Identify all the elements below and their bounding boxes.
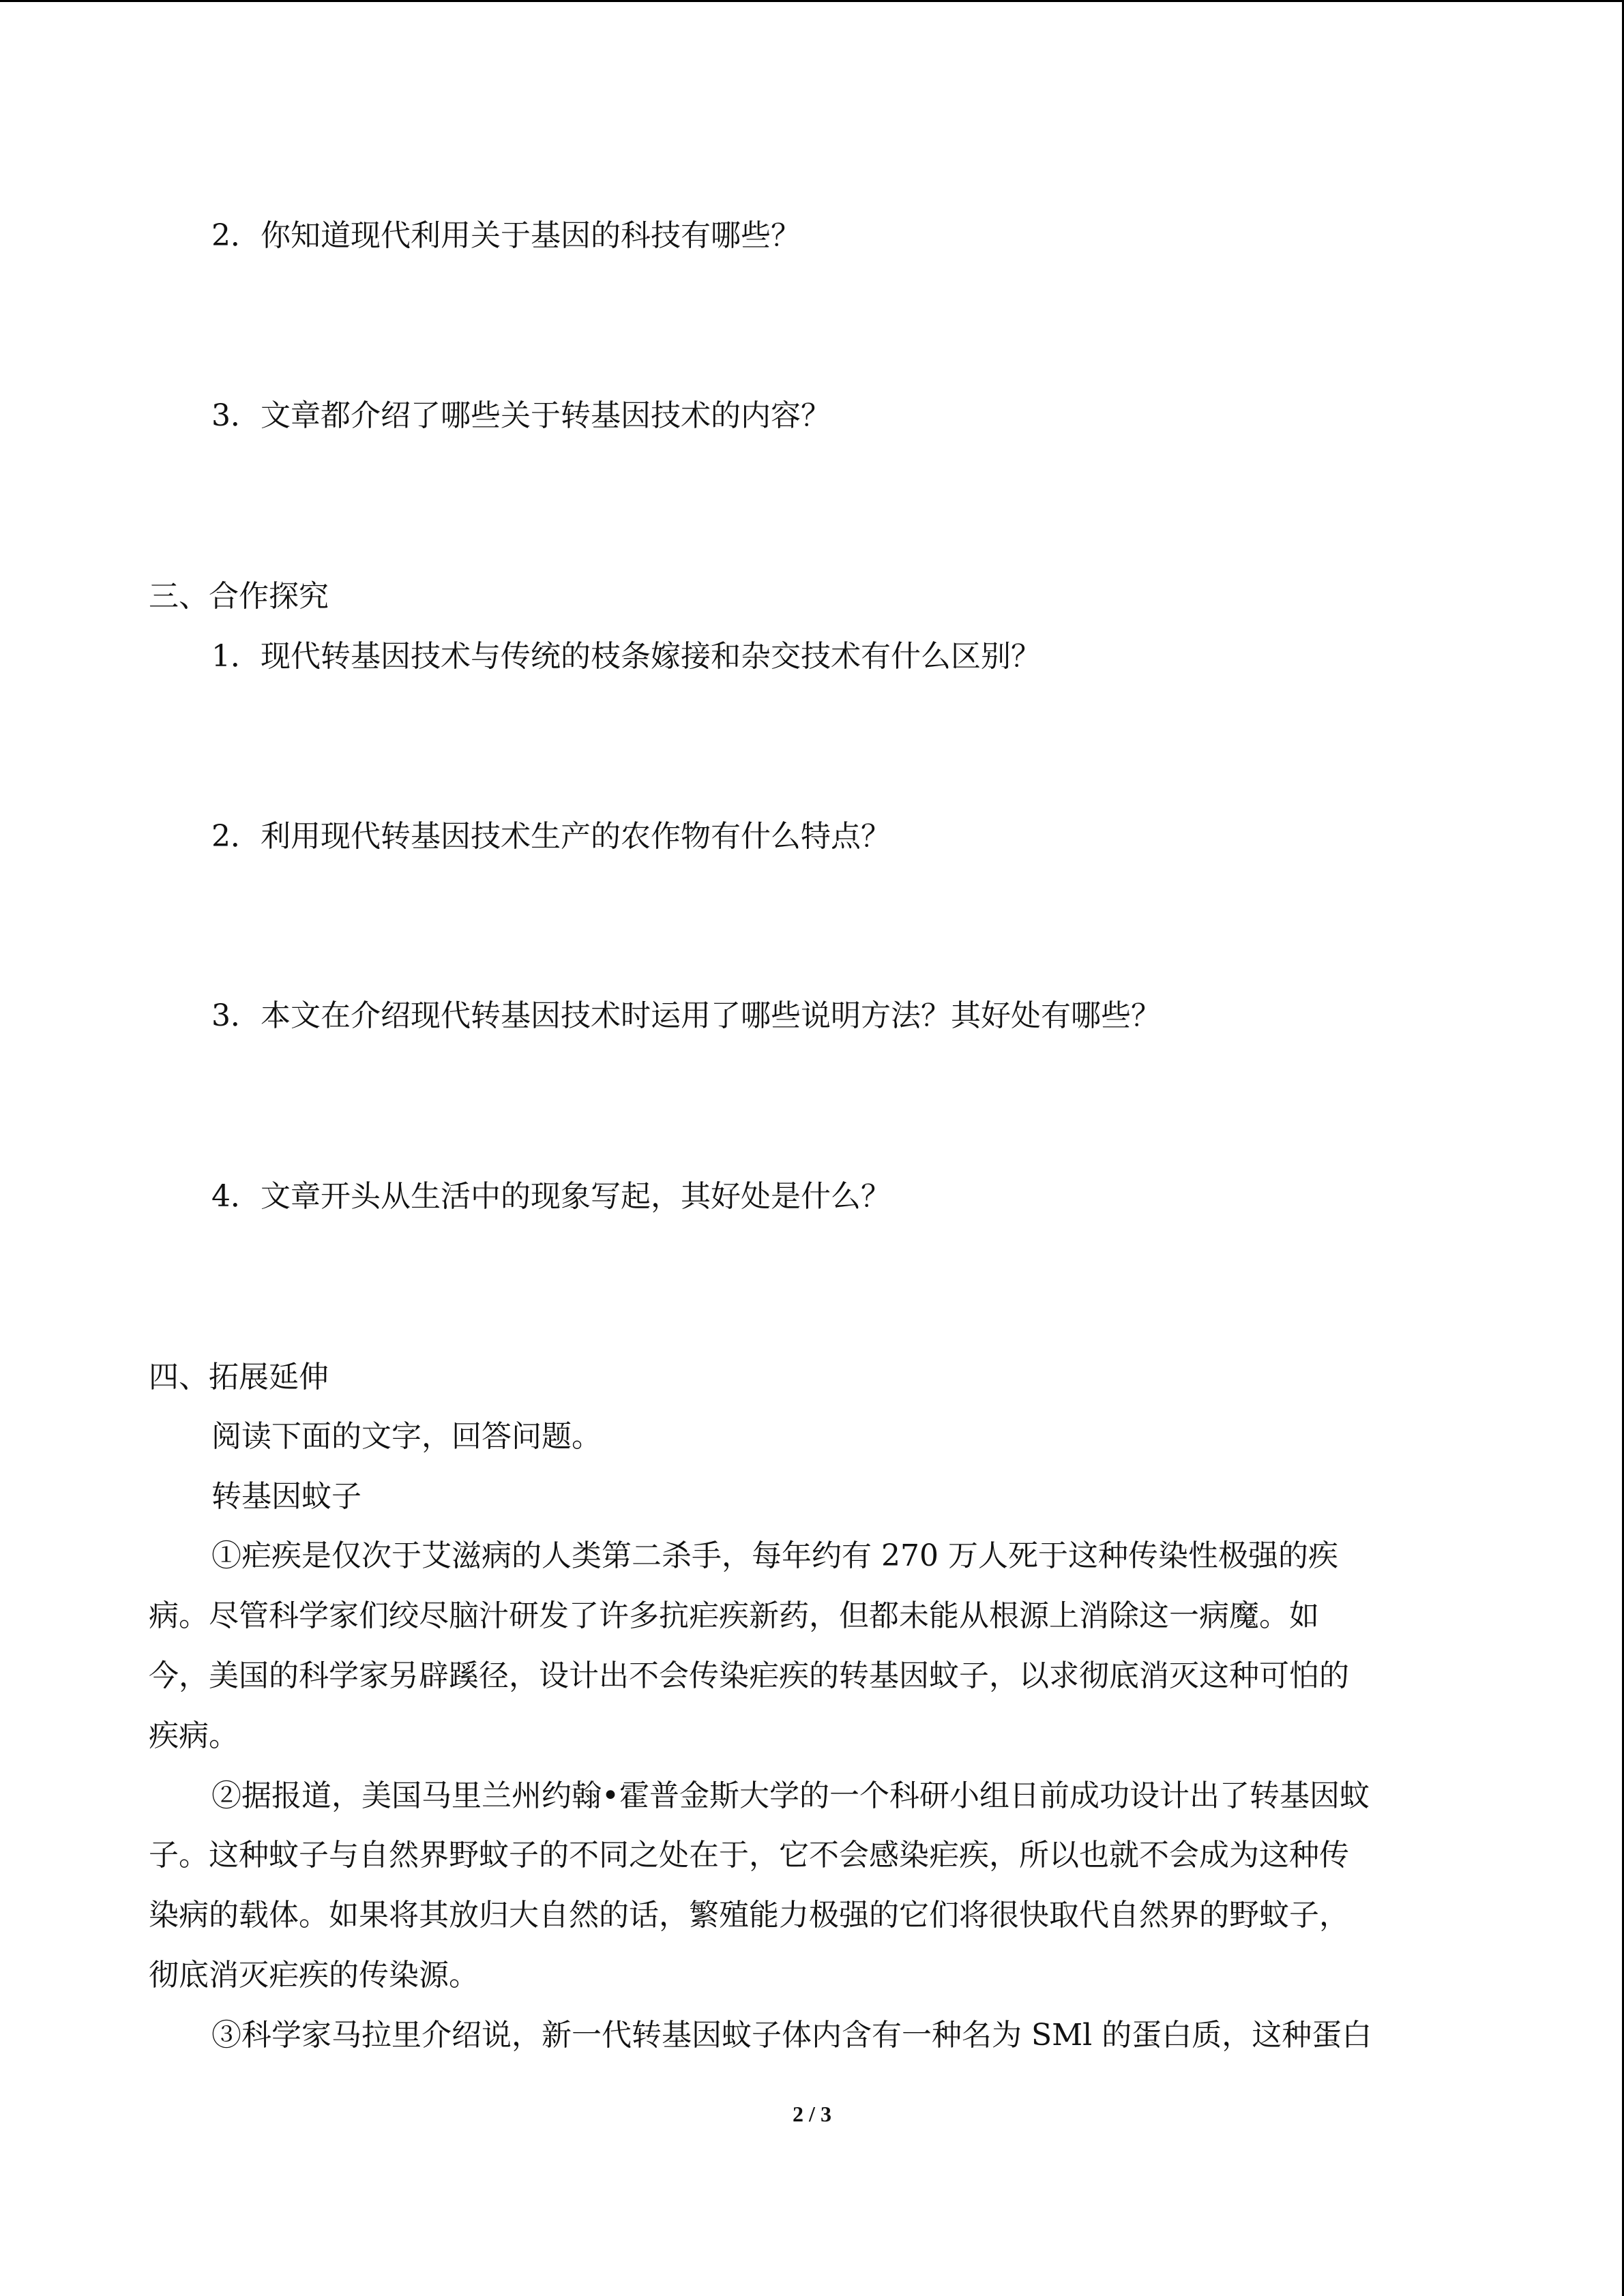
- paragraph-2-line: 彻底消灭疟疾的传染源。: [149, 1958, 479, 1993]
- reading-instruction: 阅读下面的文字，回答问题。: [211, 1419, 602, 1454]
- paragraph-3-line: ③科学家马拉里介绍说，新一代转基因蚊子体内含有一种名为 SMl 的蛋白质，这种蛋白: [211, 2018, 1372, 2053]
- question-2: 2．你知道现代利用关于基因的科技有哪些？: [211, 218, 801, 253]
- question-3: 3．文章都介绍了哪些关于转基因技术的内容？: [211, 398, 831, 433]
- paragraph-1-line: 今，美国的科学家另辟蹊径，设计出不会传染疟疾的转基因蚊子，以求彻底消灭这种可怕的: [149, 1658, 1349, 1693]
- passage-title: 转基因蚊子: [211, 1479, 361, 1514]
- paragraph-2-line: 子。这种蚊子与自然界野蚊子的不同之处在于，它不会感染疟疾，所以也就不会成为这种传: [149, 1838, 1349, 1873]
- paragraph-1-line: 病。尽管科学家们绞尽脑汁研发了许多抗疟疾新药，但都未能从根源上消除这一病魔。如: [149, 1598, 1319, 1633]
- paragraph-1-line: 疾病。: [149, 1718, 239, 1753]
- section-3-question-2: 2．利用现代转基因技术生产的农作物有什么特点？: [211, 819, 891, 854]
- section-4-heading: 四、拓展延伸: [149, 1360, 329, 1395]
- section-3-question-1: 1．现代转基因技术与传统的枝条嫁接和杂交技术有什么区别？: [211, 639, 1041, 674]
- section-3-heading: 三、合作探究: [149, 579, 329, 614]
- section-3-question-3: 3．本文在介绍现代转基因技术时运用了哪些说明方法？其好处有哪些？: [211, 998, 1161, 1033]
- paragraph-2-line: ②据报道，美国马里兰州约翰•霍普金斯大学的一个科研小组日前成功设计出了转基因蚊: [211, 1778, 1370, 1813]
- paragraph-1-line: ①疟疾是仅次于艾滋病的人类第二杀手，每年约有 270 万人死于这种传染性极强的疾: [211, 1538, 1338, 1573]
- paragraph-2-line: 染病的载体。如果将其放归大自然的话，繁殖能力极强的它们将很快取代自然界的野蚊子，: [149, 1898, 1349, 1933]
- page-number: 2 / 3: [793, 2102, 831, 2126]
- section-3-question-4: 4．文章开头从生活中的现象写起，其好处是什么？: [211, 1179, 891, 1214]
